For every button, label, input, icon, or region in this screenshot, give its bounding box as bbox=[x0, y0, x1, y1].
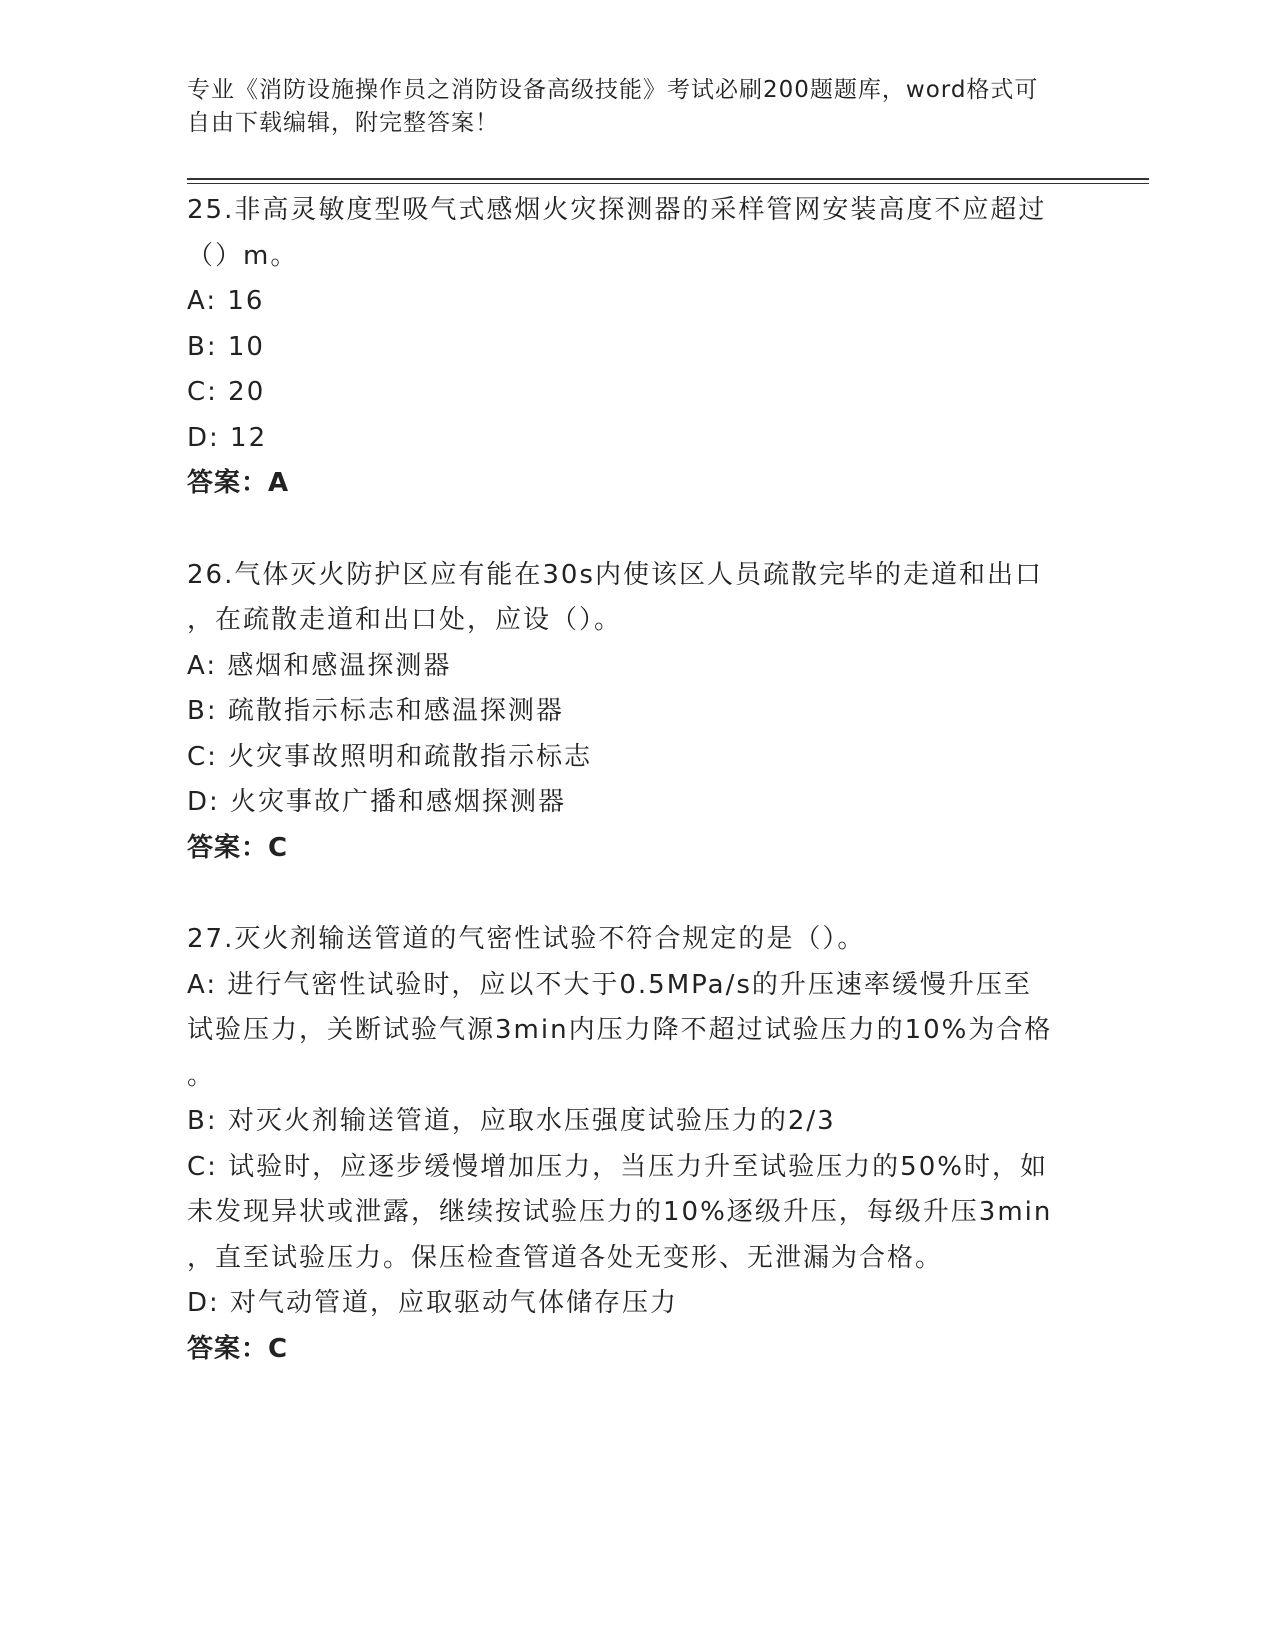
option-a-line: 试验压力，关断试验气源3min内压力降不超过试验压力的10%为合格 bbox=[187, 1015, 1053, 1045]
option-a: A: 16 bbox=[187, 286, 265, 316]
option-c-line: 未发现异状或泄露，继续按试验压力的10%逐级升压，每级升压3min bbox=[187, 1197, 1053, 1227]
answer-label: 答案：C bbox=[187, 1333, 289, 1364]
header-divider-thick bbox=[187, 178, 1149, 180]
option-b-line: B: 对灭火剂输送管道，应取水压强度试验压力的2/3 bbox=[187, 1106, 836, 1136]
answer-label: 答案：A bbox=[187, 468, 290, 498]
option-b: B: 疏散指示标志和感温探测器 bbox=[187, 696, 564, 726]
header-divider-thin bbox=[187, 183, 1149, 184]
question-stem-line: 26.气体灭火防护区应有能在30s内使该区人员疏散完毕的走道和出口 bbox=[187, 559, 1043, 590]
option-a: A: 感烟和感温探测器 bbox=[187, 650, 452, 681]
question-stem-line: （）m。 bbox=[187, 240, 299, 271]
option-b: B: 10 bbox=[187, 331, 265, 362]
question-list bbox=[187, 188, 1087, 1418]
option-c: C: 20 bbox=[187, 377, 266, 407]
document-header bbox=[187, 74, 1067, 140]
question-25 bbox=[187, 188, 1087, 507]
option-a-line: A: 进行气密性试验时，应以不大于0.5MPa/s的升压速率缓慢升压至 bbox=[187, 969, 1032, 1000]
header-line-2: 自由下载编辑，附完整答案！ bbox=[187, 110, 499, 136]
option-d-line: D: 对气动管道，应取驱动气体储存压力 bbox=[187, 1288, 679, 1318]
header-line-1: 专业《消防设施操作员之消防设备高级技能》考试必刷200题题库，word格式可 bbox=[187, 77, 1039, 103]
question-27 bbox=[187, 917, 1087, 1372]
question-stem-line: ，在疏散走道和出口处，应设（）。 bbox=[187, 605, 623, 635]
question-stem-line: 27.灭火剂输送管道的气密性试验不符合规定的是（）。 bbox=[187, 924, 866, 954]
option-c: C: 火灾事故照明和疏散指示标志 bbox=[187, 741, 593, 772]
option-d: D: 火灾事故广播和感烟探测器 bbox=[187, 787, 567, 817]
question-stem-line: 25.非高灵敏度型吸气式感烟火灾探测器的采样管网安装高度不应超过 bbox=[187, 195, 1047, 225]
question-26 bbox=[187, 553, 1087, 872]
option-c-line: C: 试验时，应逐步缓慢增加压力，当压力升至试验压力的50%时，如 bbox=[187, 1151, 1048, 1182]
option-c-line: ，直至试验压力。保压检查管道各处无变形、无泄漏为合格。 bbox=[187, 1242, 944, 1273]
answer-label: 答案：C bbox=[187, 832, 289, 863]
option-d: D: 12 bbox=[187, 422, 268, 453]
option-a-line: 。 bbox=[187, 1060, 216, 1091]
